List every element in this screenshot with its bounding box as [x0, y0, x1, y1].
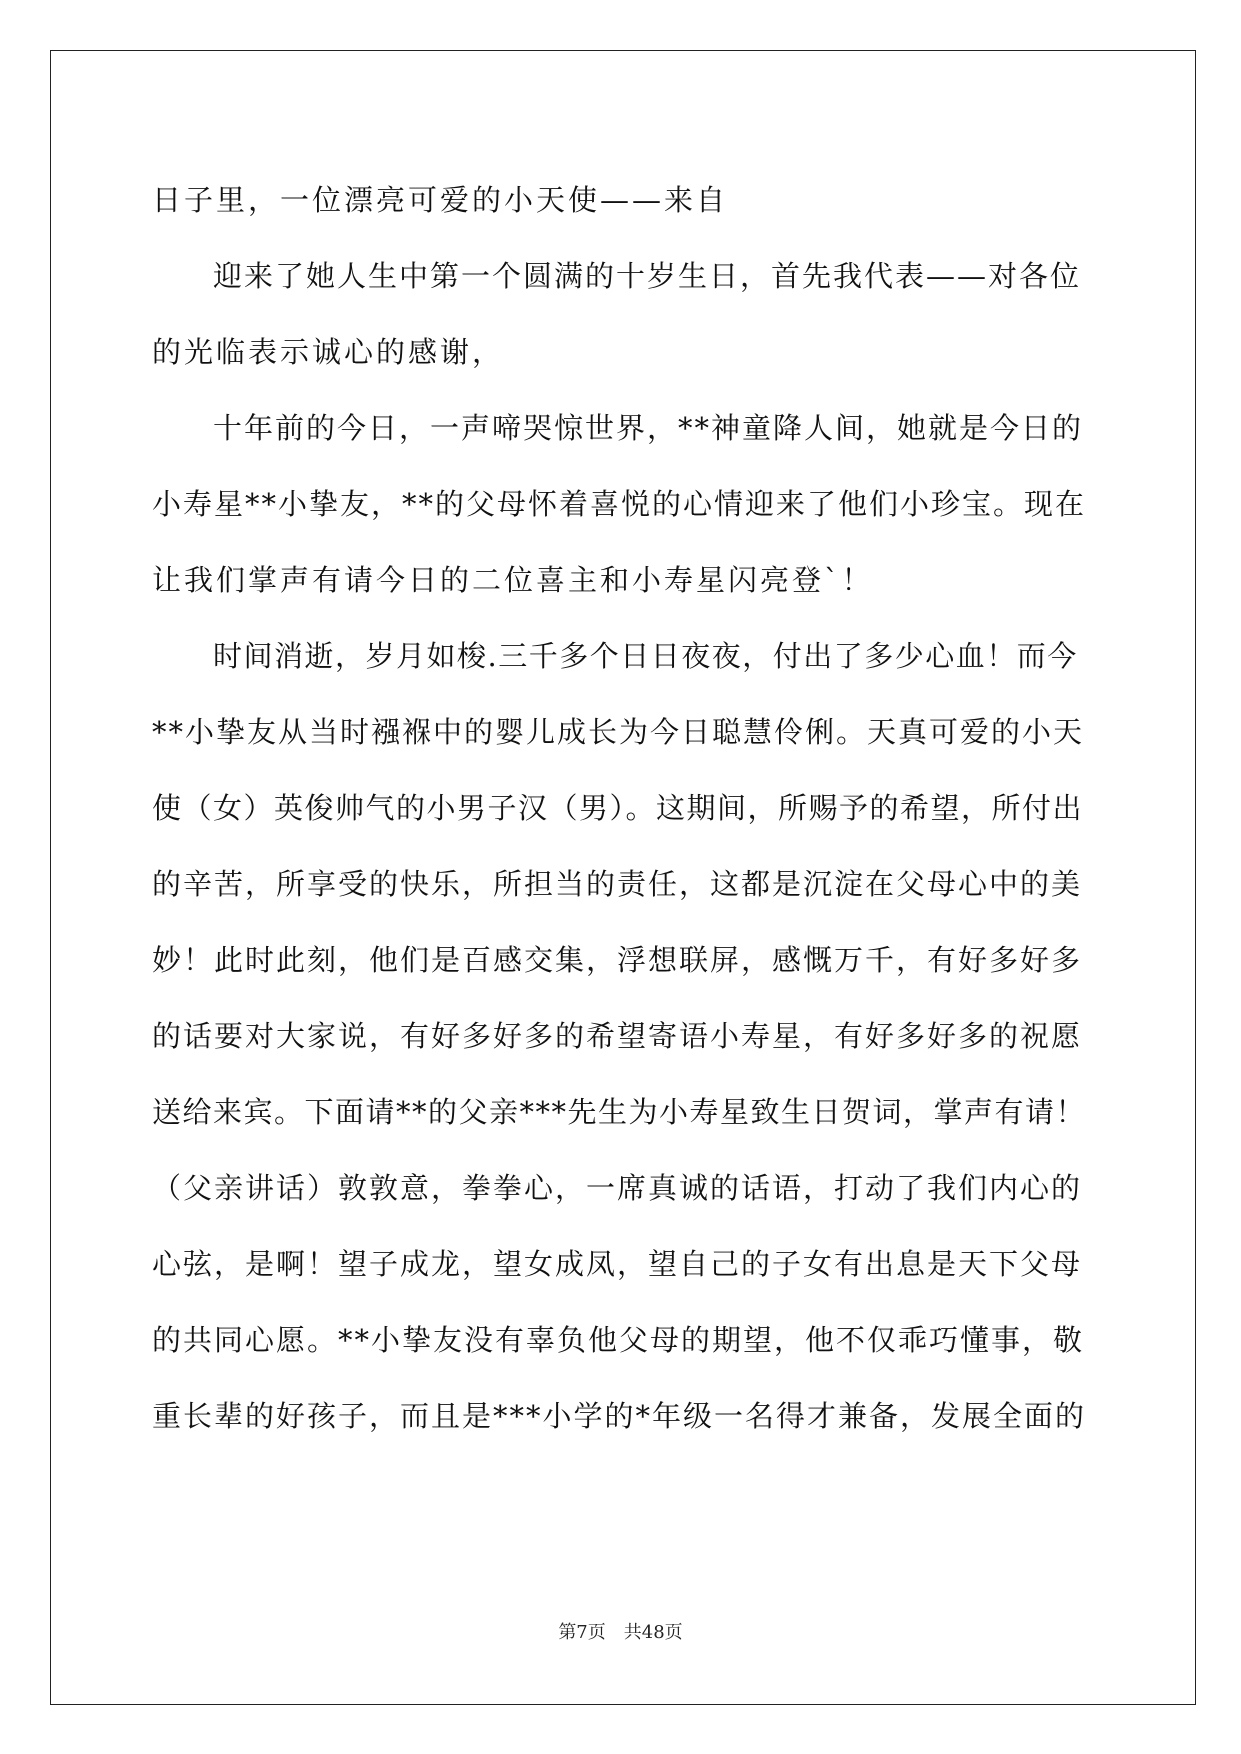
text-line: 妙！此时此刻，他们是百感交集，浮想联屏，感慨万千，有好多好多 [152, 942, 1083, 977]
text-line: 的光临表示诚心的感谢， [152, 334, 505, 369]
text-line: 十年前的今日，一声啼哭惊世界，**神童降人间，她就是今日的 [213, 410, 1084, 445]
text-line: 小寿星**小挚友，**的父母怀着喜悦的心情迎来了他们小珍宝。现在 [152, 486, 1087, 521]
text-line: 日子里，一位漂亮可爱的小天使——来自 [152, 182, 729, 217]
text-line: 使（女）英俊帅气的小男子汉（男）。这期间，所赐予的希望，所付出 [152, 790, 1084, 825]
page-number: 第7页 共48页 [558, 1622, 683, 1643]
text-line: **小挚友从当时襁褓中的婴儿成长为今日聪慧伶俐。天真可爱的小天 [152, 714, 1085, 749]
text-line: 迎来了她人生中第一个圆满的十岁生日，首先我代表——对各位 [213, 258, 1082, 293]
text-line: 的共同心愿。**小挚友没有辜负他父母的期望，他不仅乖巧懂事，敬 [152, 1322, 1085, 1357]
text-line: 的话要对大家说，有好多好多的希望寄语小寿星，有好多好多的祝愿 [152, 1018, 1083, 1053]
text-line: 时间消逝，岁月如梭.三千多个日日夜夜，付出了多少心血！而今 [213, 638, 1078, 673]
text-line: （父亲讲话）敦敦意，拳拳心，一席真诚的话语，打动了我们内心的 [152, 1170, 1083, 1205]
text-line: 心弦，是啊！望子成龙，望女成凤，望自己的子女有出息是天下父母 [152, 1246, 1083, 1281]
text-line: 重长辈的好孩子，而且是***小学的*年级一名得才兼备，发展全面的 [152, 1398, 1087, 1433]
text-line: 让我们掌声有请今日的二位喜主和小寿星闪亮登`！ [152, 562, 874, 597]
document-body [152, 160, 1090, 1452]
text-line: 送给来宾。下面请**的父亲***先生为小寿星致生日贺词，掌声有请！ [152, 1094, 1087, 1129]
text-line: 的辛苦，所享受的快乐，所担当的责任，这都是沉淀在父母心中的美 [152, 866, 1083, 901]
